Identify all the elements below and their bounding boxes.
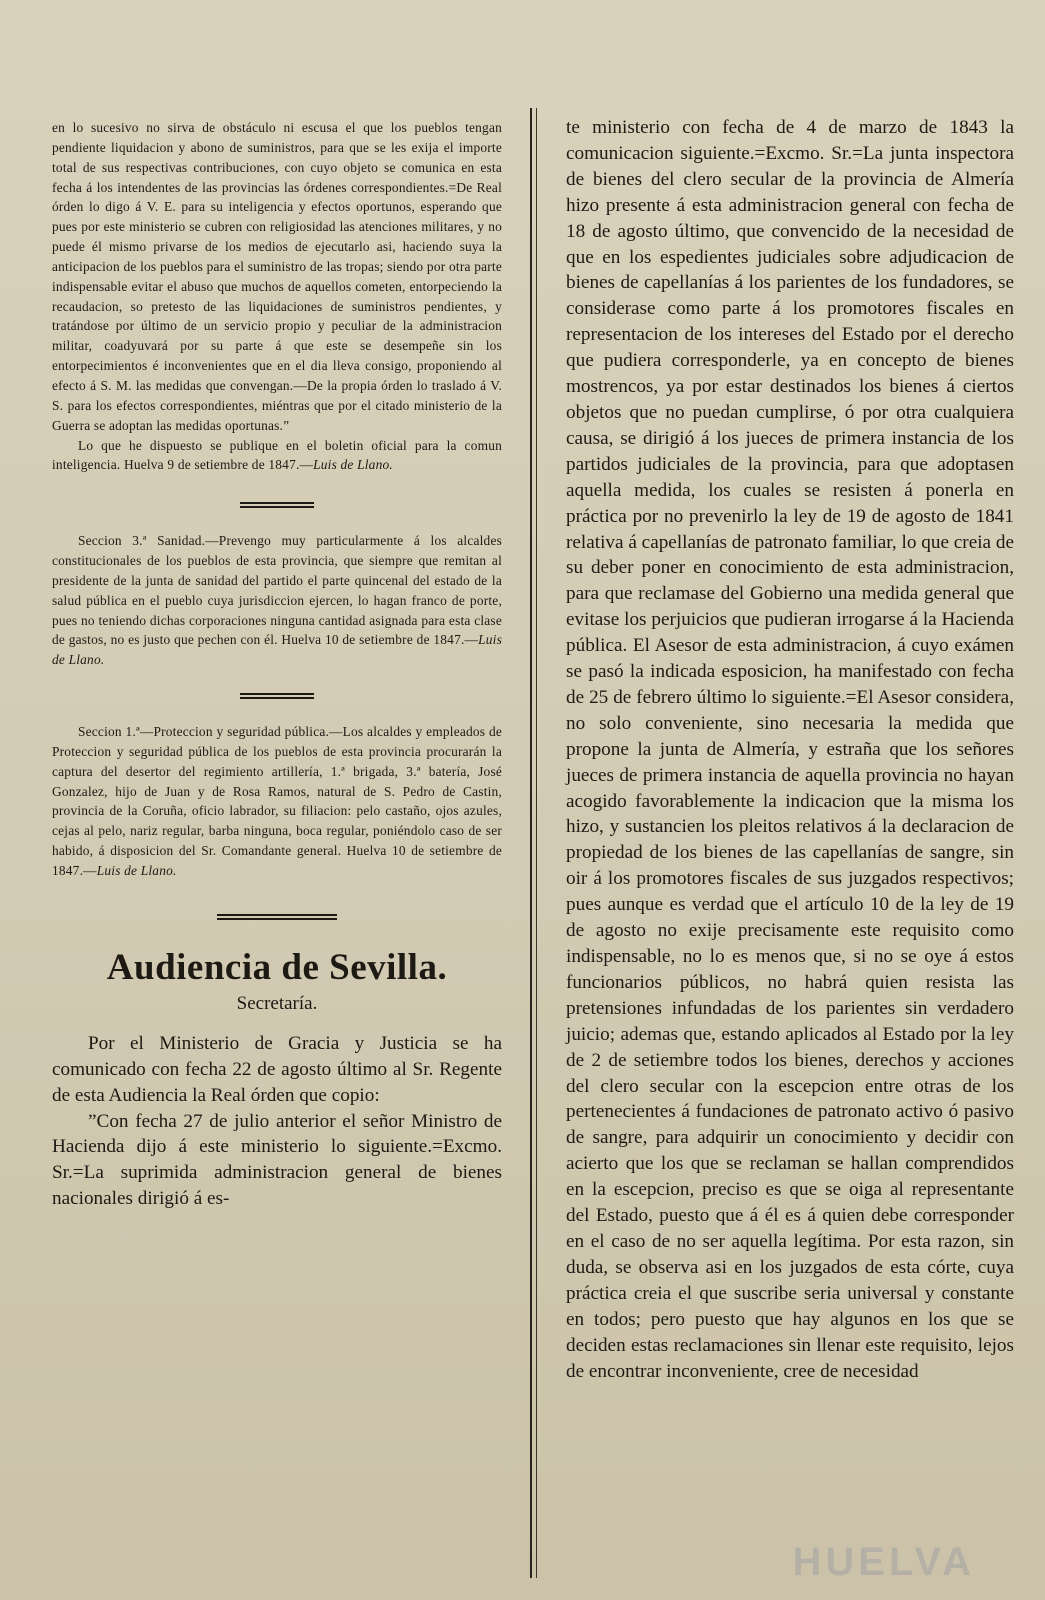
left-paragraph-sanidad: Seccion 3.ª Sanidad.—Prevengo muy particularmente á los alcaldes constitucionales de los pueblos de esta provincia, que siempre que remitan al presidente de la junta de sanidad del partido el parte quincenal del estado de la salud pública en el pueblo cuya jurisdiccion ejercen, lo hagan franco de porte, pues no teniendo dichas corporaciones ninguna cantidad asignada para esta clase de gastos, no es justo que pechen con él. Huelva 10 de setiembre de 1847.—Luis de Llano. [52, 533, 502, 668]
signature: Luis de Llano. [313, 457, 393, 473]
section-divider [240, 501, 314, 510]
signature: Luis de Llano. [96, 863, 177, 878]
left-paragraph-2: Lo que he dispuesto se publique en el boletin oficial para la comun inteligencia. Huelva 9 de setiembre de 1847.—Luis de Llano. [52, 437, 502, 473]
left-paragraph-1: en lo sucesivo no sirva de obstáculo ni escusa el que los pueblos tengan pendiente liquidacion y abono de suministros, para que se les exija el importe total de sus respectivas contribuciones, con cuyo objeto se comunica en esta fecha á los intendentes de las provincias las órdenes correspondientes.=De Real órden lo digo á V. E. para su inteligencia y efectos oportunos, esperando que pues por este ministerio se cubren con religiosidad las atenciones militares, y no puede él mismo privarse de los medios de ejecutarlo asi, haciendo suya la anticipacion de los pueblos para el suministro de las tropas; siendo por otra parte indispensable evitar el abuso que muchos de aquellos cometen, entorpeciendo la recaudacion, so pretesto de las liquidaciones de suministros pendientes, y tratándose por último de un servicio propio y peculiar de la administracion militar, coadyuvará por su parte á que este se desempeñe sin los entorpecimientos é inconvenientes que en el dia lleva consigo, proponiendo al efecto á S. M. las medidas que convengan.—De la propia órden lo traslado á V. S. para los efectos correspondientes, miéntras que por el citado ministerio de la Guerra se adoptan las medidas oportunas.” [52, 120, 502, 433]
right-column-text: te ministerio con fecha de 4 de marzo de 1843 la comunicacion siguiente.=Excmo. Sr.=La junta inspectora de bienes del clero secular de la provincia de Almería hizo presente á esta administracion general con fecha de 18 de agosto último, que convencido de la necesidad de que en los espedientes judiciales sobre adjudicacion de bienes de capellanías á los parientes de los fundadores, se considerase como parte á los promotores fiscales en representacion de los intereses del Estado por el derecho que pudiera corresponderle, ya en concepto de bienes mostrencos, ya por estar destinados los bienes á ciertos objetos que no puedan cumplirse, ó por otra cualquiera causa, se dirigió á los jueces de primera instancia de los partidos judiciales de la provincia, para que adoptasen aquella medida, los cuales se resisten á ponerla en práctica por no prevenirlo la ley de 19 de agosto de 1841 relativa á capellanías de patronato familiar, lo que creia de su deber poner en conocimiento de esta administracion, para que reclamase del Gobierno una medida general que evitase los perjuicios que pudieran irrogarse á la Hacienda pública. El Asesor de esta administracion, á cuyo exámen se pasó la indicada esposicion, ha manifestado con fecha de 25 de febrero último lo siguiente.=El Asesor considera, no solo conveniente, sino necesaria la medida que propone la junta de Almería, y estraña que los señores jueces de primera instancia de aquella provincia no hayan acogido favorablemente la indicacion que la misma los hizo, y sustancien los pleitos relativos á la declaracion de propiedad de los bienes de las capellanías de sangre, sin oir á los promotores fiscales de sus juzgados respectivos; pues aunque es verdad que el artículo 10 de la ley de 19 de agosto no exije precisamente este requisito como indispensable, no lo es menos que, si no se oye á estos funcionarios públicos, no habrá quien resista las pretensiones infundadas de los parientes sin verdadero juicio; ademas que, estando aplicados al Estado por la ley de 2 de setiembre todos los bienes, derechos y acciones del clero secular con la escepcion entre otras de los pertenecientes á fundaciones de patronato activo ó pasivo de sangre, para adquirir un conocimiento y decidir con acierto que los que se reclaman se hallan comprendidos en la escepcion, preciso es que se oiga al representante del Estado, puesto que á él es á quien debe corresponder en el caso de no ser aquella legítima. Por esta razon, sin duda, se observa asi en los juzgados de esta córte, cuya práctica creia el que suscribe seria universal y constante en todos; pero puesto que hay algunos en los que se deciden estas reclamaciones sin llenar este requisito, lejos de encontrar inconveniente, cree de necesidad [566, 117, 1014, 1382]
section-subheading: Secretaría. [236, 992, 318, 1014]
section-divider [240, 692, 314, 701]
archive-watermark: HUELVA [792, 1540, 975, 1584]
signature: Luis de Llano. [52, 632, 502, 668]
section-heading: Audiencia de Sevilla. [106, 946, 448, 988]
left-paragraph-seguridad: Seccion 1.ª—Proteccion y seguridad pública.—Los alcaldes y empleados de Proteccion y seguridad pública de los pueblos de esta provincia procurarán la captura del desertor del regimiento artillería, 1.ª brigada, 3.ª batería, José Gonzalez, hijo de Juan y de Rosa Ramos, natural de S. Pedro de Castin, provincia de la Coruña, oficio labrador, su filiacion: pelo castaño, ojos azules, cejas al pelo, nariz regular, barba ninguna, boca regular, poniéndolo caso de ser habido, á disposicion del Sr. Comandante general. Huelva 10 de setiembre de 1847.—Luis de Llano. [52, 724, 502, 878]
right-column [566, 115, 1014, 1384]
left-column [52, 118, 502, 1212]
section-divider [217, 913, 337, 922]
left-paragraph-audiencia-1: Por el Ministerio de Gracia y Justicia se ha comunicado con fecha 22 de agosto último al Sr. Regente de esta Audiencia la Real órden que copio: [52, 1032, 502, 1106]
left-paragraph-audiencia-2: ”Con fecha 27 de julio anterior el señor Ministro de Hacienda dijo á este ministerio lo siguiente.=Excmo. Sr.=La suprimida administracion general de bienes nacionales dirigió á es- [52, 1110, 502, 1210]
column-rule [530, 108, 532, 1578]
